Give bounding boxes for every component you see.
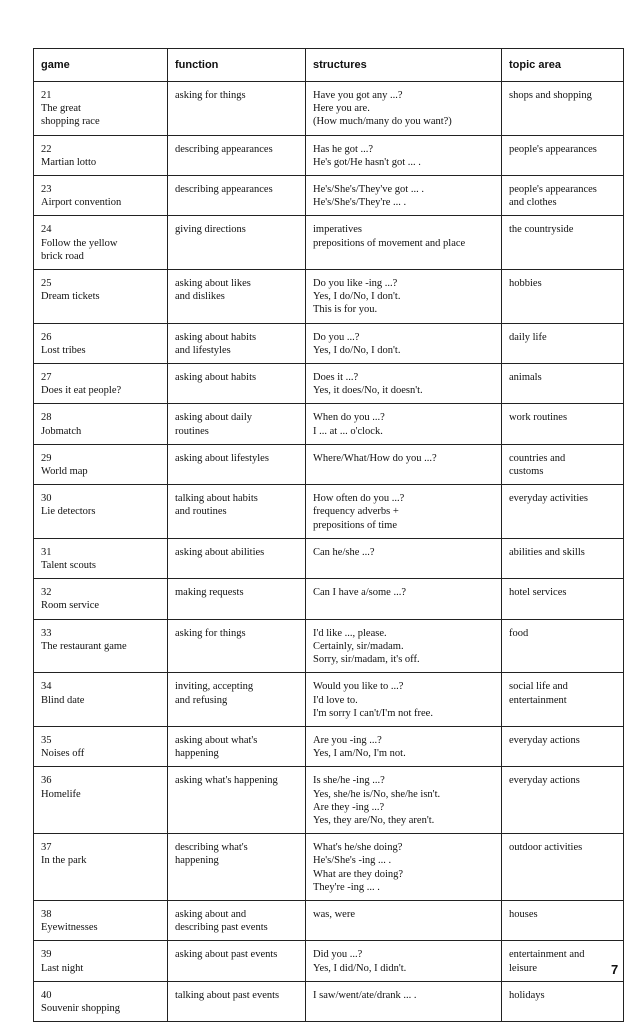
- topic-area-cell: holidays: [502, 981, 624, 1021]
- function-cell: talking about habits and routines: [168, 485, 306, 539]
- function-cell: asking for things: [168, 619, 306, 673]
- structures-cell: What's he/she doing? He's/She's -ing ... . What are they doing? They're -ing ... .: [306, 834, 502, 901]
- table-row: [34, 726, 624, 766]
- function-cell: asking about lifestyles: [168, 444, 306, 484]
- game-number: 28: [41, 412, 52, 424]
- structures-cell: Where/What/How do you ...?: [306, 444, 502, 484]
- table-row: [34, 176, 624, 216]
- game-name: World map: [41, 466, 88, 478]
- game-name: Lost tribes: [41, 344, 86, 356]
- table-row: [34, 981, 624, 1021]
- game-name: Jobmatch: [41, 425, 82, 437]
- game-number: 29: [41, 452, 52, 464]
- topic-area-cell: social life and entertainment: [502, 673, 624, 727]
- structures-cell: Are you -ing ...? Yes, I am/No, I'm not.: [306, 726, 502, 766]
- header-game: game: [34, 49, 168, 82]
- game-name: Homelife: [41, 788, 81, 800]
- game-name: Dream tickets: [41, 291, 100, 303]
- structures-cell: Can he/she ...?: [306, 538, 502, 578]
- topic-area-cell: people's appearances and clothes: [502, 176, 624, 216]
- header-row: [34, 49, 624, 82]
- structures-cell: He's/She's/They've got ... . He's/She's/They're ... .: [306, 176, 502, 216]
- structures-cell: When do you ...? I ... at ... o'clock.: [306, 404, 502, 444]
- game-cell: [34, 176, 168, 216]
- game-number: 39: [41, 949, 52, 961]
- structures-cell: Would you like to ...? I'd love to. I'm sorry I can't/I'm not free.: [306, 673, 502, 727]
- function-cell: inviting, accepting and refusing: [168, 673, 306, 727]
- structures-cell: imperatives prepositions of movement and place: [306, 216, 502, 270]
- function-cell: asking about habits and lifestyles: [168, 323, 306, 363]
- game-cell: [34, 767, 168, 834]
- game-cell: [34, 579, 168, 619]
- table-row: [34, 673, 624, 727]
- structures-cell: Do you ...? Yes, I do/No, I don't.: [306, 323, 502, 363]
- structures-cell: Have you got any ...? Here you are. (How much/many do you want?): [306, 82, 502, 136]
- game-number: 40: [41, 989, 52, 1001]
- game-cell: [34, 404, 168, 444]
- game-name: Airport convention: [41, 197, 122, 209]
- table-row: [34, 619, 624, 673]
- game-cell: [34, 726, 168, 766]
- header-topic-area: topic area: [502, 49, 624, 82]
- topic-area-cell: daily life: [502, 323, 624, 363]
- function-cell: describing appearances: [168, 176, 306, 216]
- table-row: [34, 538, 624, 578]
- topic-area-cell: outdoor activities: [502, 834, 624, 901]
- header-function: function: [168, 49, 306, 82]
- game-number: 27: [41, 372, 52, 384]
- game-name: Noises off: [41, 748, 85, 760]
- function-cell: describing appearances: [168, 135, 306, 175]
- game-name: The restaurant game: [41, 640, 127, 652]
- function-cell: asking what's happening: [168, 767, 306, 834]
- topic-area-cell: people's appearances: [502, 135, 624, 175]
- game-cell: [34, 270, 168, 324]
- game-name: Room service: [41, 600, 100, 612]
- table-row: [34, 767, 624, 834]
- topic-area-cell: food: [502, 619, 624, 673]
- game-cell: [34, 135, 168, 175]
- game-cell: [34, 900, 168, 940]
- game-cell: [34, 538, 168, 578]
- topic-area-cell: hobbies: [502, 270, 624, 324]
- function-cell: asking about daily routines: [168, 404, 306, 444]
- game-cell: [34, 364, 168, 404]
- game-cell: [34, 82, 168, 136]
- table-row: [34, 216, 624, 270]
- game-number: 31: [41, 546, 52, 558]
- topic-area-cell: work routines: [502, 404, 624, 444]
- structures-cell: Does it ...? Yes, it does/No, it doesn't.: [306, 364, 502, 404]
- header-structures: structures: [306, 49, 502, 82]
- page-number: 7: [611, 962, 619, 977]
- structures-cell: Did you ...? Yes, I did/No, I didn't.: [306, 941, 502, 981]
- game-name: Follow the yellow brick road: [41, 237, 118, 262]
- topic-area-cell: everyday activities: [502, 485, 624, 539]
- structures-cell: was, were: [306, 900, 502, 940]
- game-name: Last night: [41, 962, 84, 974]
- table-body: [34, 82, 624, 1022]
- topic-area-cell: abilities and skills: [502, 538, 624, 578]
- game-cell: [34, 485, 168, 539]
- game-cell: [34, 673, 168, 727]
- structures-cell: How often do you ...? frequency adverbs + prepositions of time: [306, 485, 502, 539]
- game-cell: [34, 834, 168, 901]
- function-cell: asking about habits: [168, 364, 306, 404]
- game-cell: [34, 323, 168, 363]
- game-number: 22: [41, 143, 52, 155]
- game-name: Martian lotto: [41, 156, 97, 168]
- game-cell: [34, 216, 168, 270]
- game-number: 30: [41, 493, 52, 505]
- topic-area-cell: animals: [502, 364, 624, 404]
- game-number: 38: [41, 908, 52, 920]
- topic-area-cell: everyday actions: [502, 726, 624, 766]
- game-name: Blind date: [41, 694, 85, 706]
- game-number: 25: [41, 278, 52, 290]
- table-row: [34, 82, 624, 136]
- function-cell: talking about past events: [168, 981, 306, 1021]
- function-cell: describing what's happening: [168, 834, 306, 901]
- game-name: Does it eat people?: [41, 385, 122, 397]
- game-name: Talent scouts: [41, 560, 96, 572]
- function-cell: asking about and describing past events: [168, 900, 306, 940]
- topic-area-cell: shops and shopping: [502, 82, 624, 136]
- game-name: In the park: [41, 855, 87, 867]
- function-cell: making requests: [168, 579, 306, 619]
- table-row: [34, 444, 624, 484]
- topic-area-cell: countries and customs: [502, 444, 624, 484]
- table-row: [34, 135, 624, 175]
- game-number: 26: [41, 331, 52, 343]
- structures-cell: Can I have a/some ...?: [306, 579, 502, 619]
- structures-cell: Is she/he -ing ...? Yes, she/he is/No, she/he isn't. Are they -ing ...? Yes, they are/No, they aren't.: [306, 767, 502, 834]
- game-name: Souvenir shopping: [41, 1002, 121, 1014]
- function-cell: asking about past events: [168, 941, 306, 981]
- structures-cell: I saw/went/ate/drank ... .: [306, 981, 502, 1021]
- game-name: Eyewitnesses: [41, 922, 98, 934]
- game-number: 23: [41, 184, 52, 196]
- structures-cell: Do you like -ing ...? Yes, I do/No, I don't. This is for you.: [306, 270, 502, 324]
- function-cell: giving directions: [168, 216, 306, 270]
- topic-area-cell: the countryside: [502, 216, 624, 270]
- table-row: [34, 364, 624, 404]
- function-cell: asking for things: [168, 82, 306, 136]
- game-number: 33: [41, 627, 52, 639]
- function-cell: asking about likes and dislikes: [168, 270, 306, 324]
- table-row: [34, 941, 624, 981]
- game-name: The great shopping race: [41, 103, 100, 128]
- topic-area-cell: entertainment and leisure: [502, 941, 624, 981]
- game-number: 35: [41, 734, 52, 746]
- topic-area-cell: everyday actions: [502, 767, 624, 834]
- game-number: 37: [41, 842, 52, 854]
- game-cell: [34, 981, 168, 1021]
- game-number: 24: [41, 224, 52, 236]
- topic-area-cell: hotel services: [502, 579, 624, 619]
- table-row: [34, 323, 624, 363]
- table-row: [34, 485, 624, 539]
- topic-area-cell: houses: [502, 900, 624, 940]
- game-cell: [34, 444, 168, 484]
- game-number: 32: [41, 587, 52, 599]
- game-number: 21: [41, 90, 52, 101]
- function-cell: asking about abilities: [168, 538, 306, 578]
- table-row: [34, 579, 624, 619]
- game-name: Lie detectors: [41, 506, 96, 518]
- function-cell: asking about what's happening: [168, 726, 306, 766]
- game-number: 36: [41, 775, 52, 787]
- game-number: 34: [41, 681, 52, 693]
- game-cell: [34, 619, 168, 673]
- table-row: [34, 834, 624, 901]
- structures-cell: I'd like ..., please. Certainly, sir/madam. Sorry, sir/madam, it's off.: [306, 619, 502, 673]
- game-cell: [34, 941, 168, 981]
- table-row: [34, 270, 624, 324]
- table-row: [34, 900, 624, 940]
- games-table: [33, 48, 624, 1022]
- table-row: [34, 404, 624, 444]
- structures-cell: Has he got ...? He's got/He hasn't got ... .: [306, 135, 502, 175]
